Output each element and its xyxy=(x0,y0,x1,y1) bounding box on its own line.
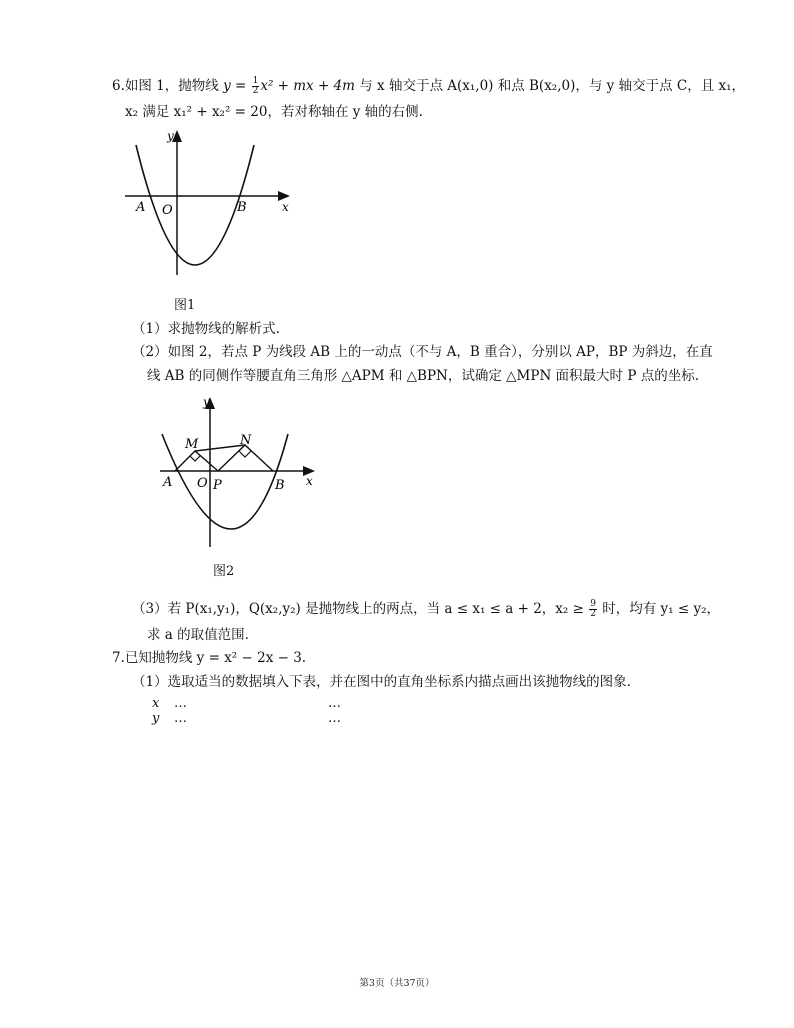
fig2-label-a: A xyxy=(163,475,173,490)
q6-part3-line1 xyxy=(132,600,720,619)
q6-part3-line2: 求 a 的取值范围. xyxy=(147,627,249,643)
table-x-start: … xyxy=(174,696,187,711)
fig2-label-o: O xyxy=(197,476,208,491)
part3-frac-num: 9 xyxy=(590,599,596,609)
q6-part2-line1: （2）如图 2，若点 P 为线段 AB 上的一动点（不与 A，B 重合），分别以 AP，BP 为斜边，在直 xyxy=(132,344,713,360)
q6-eq-rest: x² + mx + 4m xyxy=(260,78,355,94)
fig1-label-y: y xyxy=(167,129,174,143)
fig1-caption: 图1 xyxy=(174,298,196,313)
fig2-label-m: M xyxy=(185,437,199,452)
q6-line1-cont: 与 x 轴交于点 A(x₁,0) 和点 B(x₂,0)，与 y 轴交于点 C，且 x₁， xyxy=(354,78,746,94)
fig2-caption: 图2 xyxy=(213,564,235,579)
fig1-label-x: x xyxy=(282,200,289,214)
q6-part3-fraction xyxy=(589,600,597,619)
table-y-end: … xyxy=(328,711,341,726)
q6-line1-text: 6.如图 1，抛物线 xyxy=(112,78,224,94)
fig1-label-a: A xyxy=(136,200,146,215)
frac-num: 1 xyxy=(252,76,259,86)
page-footer: 第3页（共37页） xyxy=(359,978,435,989)
table-y-start: … xyxy=(174,711,187,726)
part3-frac-den: 2 xyxy=(590,609,596,619)
q6-part2-line2: 线 AB 的同侧作等腰直角三角形 △APM 和 △BPN，试确定 △MPN 面积最大时 P 点的坐标. xyxy=(147,368,700,384)
figure-1 xyxy=(120,125,300,285)
q6-line1 xyxy=(112,77,745,96)
frac-den: 2 xyxy=(252,86,259,96)
q7-part1: （1）选取适当的数据填入下表，并在图中的直角坐标系内描点画出该抛物线的图象. xyxy=(132,674,631,690)
fig2-label-y: y xyxy=(203,395,210,409)
table-y-label: y xyxy=(152,711,160,726)
fig1-label-o: O xyxy=(162,203,173,218)
q6-part1: （1）求抛物线的解析式. xyxy=(132,321,280,337)
fig2-label-b: B xyxy=(275,478,285,493)
fig1-label-b: B xyxy=(237,200,247,215)
q6-line2: x₂ 满足 x₁² + x₂² = 20，若对称轴在 y 轴的右侧. xyxy=(125,104,423,120)
q6-part3-text-b: 时，均有 y₁ ≤ y₂， xyxy=(597,601,721,617)
fig2-label-x: x xyxy=(306,474,313,488)
q6-part3-text-a: （3）若 P(x₁,y₁)，Q(x₂,y₂) 是抛物线上的两点，当 a ≤ x₁ ≤ a + 2，x₂ ≥ xyxy=(132,601,589,617)
q6-eq-y: y = xyxy=(223,78,251,94)
figure-2 xyxy=(155,392,325,552)
table-x-end: … xyxy=(328,696,341,711)
table-x-label: x xyxy=(152,696,160,711)
q6-fraction xyxy=(252,77,260,96)
q7-line1: 7.已知抛物线 y = x² − 2x − 3. xyxy=(112,650,307,666)
fig2-label-p: P xyxy=(213,478,222,493)
q7-table xyxy=(152,696,352,730)
fig2-label-n: N xyxy=(240,433,252,448)
